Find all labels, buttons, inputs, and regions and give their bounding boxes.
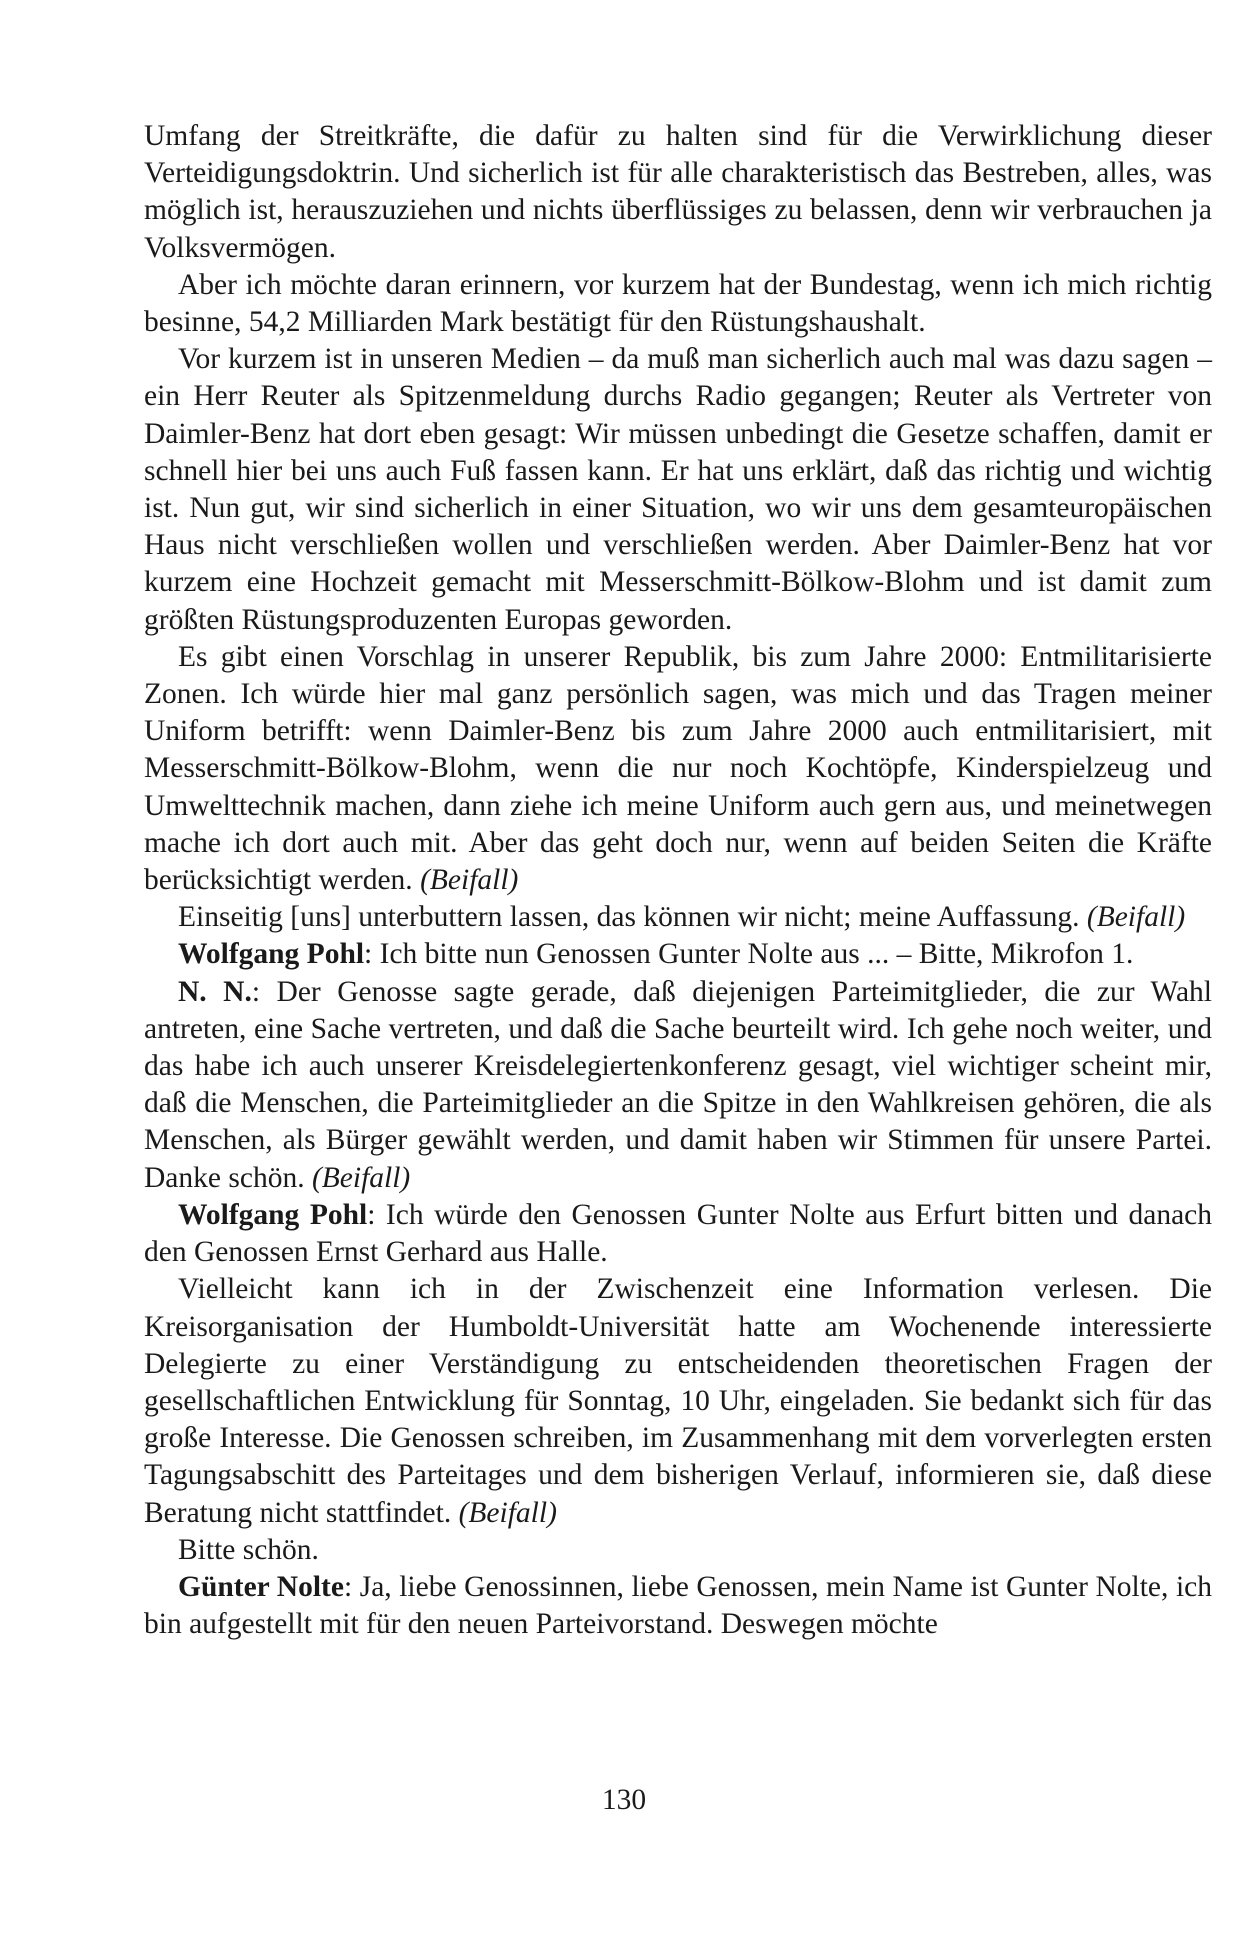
applause-note: (Beifall) xyxy=(458,1496,557,1529)
page-number: 130 xyxy=(601,1784,647,1816)
paragraph-7 xyxy=(144,974,1212,1197)
paragraph-text: : Ich bitte nun Genossen Gunter Nolte aus ... – Bitte, Mikrofon 1. xyxy=(364,938,1134,971)
paragraph-11 xyxy=(144,1569,1212,1643)
paragraph-5 xyxy=(144,899,1212,936)
applause-note: (Beifall) xyxy=(420,864,519,897)
paragraph-2 xyxy=(144,267,1212,341)
paragraph-text: Aber ich möchte daran erinnern, vor kurzem hat der Bundestag, wenn ich mich richtig besinne, 54,2 Milliarden Mark bestätigt für den Rüstungshaushalt. xyxy=(144,268,1212,339)
speaker-name: Wolfgang Pohl xyxy=(178,938,365,971)
paragraph-text: Einseitig [uns] unterbuttern lassen, das können wir nicht; meine Auffassung. xyxy=(178,901,1080,934)
paragraph-text: : Ja, liebe Genossinnen, liebe Genossen, mein Name ist Gunter Nolte, ich bin aufgestellt mit für den neuen Parteivorstand. Deswegen möchte xyxy=(144,1570,1212,1641)
speaker-name: N. N. xyxy=(178,975,252,1008)
paragraph-4 xyxy=(144,639,1212,899)
applause-note: (Beifall) xyxy=(1086,901,1186,934)
body-text xyxy=(144,118,1212,1643)
paragraph-1 xyxy=(144,118,1212,267)
applause-note: (Beifall) xyxy=(311,1161,411,1194)
paragraph-text: Umfang der Streitkräfte, die dafür zu halten sind für die Verwirklichung dieser Verteidigungsdoktrin. Und sicherlich ist für alle charakteristisch das Bestreben, alles, was möglich ist, herauszuziehen und nichts überflüssiges zu belassen, denn wir verbrauchen ja Volksvermögen. xyxy=(144,120,1212,264)
paragraph-3 xyxy=(144,341,1212,639)
paragraph-text: Es gibt einen Vorschlag in unserer Republik, bis zum Jahre 2000: Entmilitarisierte Zonen. Ich würde hier mal ganz persönlich sagen, was mich und das Tragen meiner Uniform betrifft: wenn Daimler-Benz bis zum Jahre 2000 auch entmilitarisiert, mit Messerschmitt-Bölkow-Blohm, wenn die nur noch Kochtöpfe, Kinderspielzeug und Umwelttechnik machen, dann ziehe ich meine Uniform auch gern aus, und meinetwegen mache ich dort auch mit. Aber das geht doch nur, wenn auf beiden Seiten die Kräfte berücksichtigt werden. xyxy=(144,640,1212,897)
paragraph-text: : Der Genosse sagte gerade, daß diejenigen Parteimitglieder, die zur Wahl antreten, eine Sache vertreten, und daß die Sache beurteilt wird. Ich gehe noch weiter, und das habe ich auch unserer Kreisdelegiertenkonferenz gesagt, viel wichtiger scheint mir, daß die Menschen, die Parteimitglieder an die Spitze in den Wahlkreisen gehören, die als Menschen, als Bürger gewählt werden, und damit haben wir Stimmen für unsere Partei. Danke schön. xyxy=(144,975,1212,1194)
paragraph-text: Bitte schön. xyxy=(178,1533,319,1566)
paragraph-9 xyxy=(144,1271,1212,1531)
paragraph-text: Vielleicht kann ich in der Zwischenzeit eine Information verlesen. Die Kreisorganisation der Humboldt-Universität hatte am Wochenende interessierte Delegierte zu einer Verständigung zu entscheidenden theoretischen Fragen der gesellschaftlichen Entwicklung für Sonntag, 10 Uhr, eingeladen. Sie bedankt sich für das große Interesse. Die Genossen schreiben, im Zusammenhang mit dem vorverlegten ersten Tagungsabschitt des Parteitages und dem bisherigen Verlauf, informieren sie, daß diese Beratung nicht stattfindet. xyxy=(144,1273,1212,1529)
paragraph-8 xyxy=(144,1197,1212,1271)
paragraph-text: : Ich würde den Genossen Gunter Nolte aus Erfurt bitten und danach den Genossen Ernst Gerhard aus Halle. xyxy=(144,1198,1213,1269)
paragraph-10 xyxy=(144,1532,1212,1569)
paragraph-text: Vor kurzem ist in unseren Medien – da muß man sicherlich auch mal was dazu sagen – ein Herr Reuter als Spitzenmeldung durchs Radio gegangen; Reuter als Vertreter von Daimler-Benz hat dort eben gesagt: Wir müssen unbedingt die Gesetze schaffen, damit er schnell hier bei uns auch Fuß fassen kann. Er hat uns erklärt, daß das richtig und wichtig ist. Nun gut, wir sind sicherlich in einer Situation, wo wir uns dem gesamteuropäischen Haus nicht verschließen wollen und verschließen werden. Aber Daimler-Benz hat vor kurzem eine Hochzeit gemacht mit Messerschmitt-Bölkow-Blohm und ist damit zum größten Rüstungsproduzenten Europas geworden. xyxy=(144,343,1212,636)
paragraph-6 xyxy=(144,936,1212,973)
speaker-name: Wolfgang Pohl xyxy=(178,1198,368,1231)
speaker-name: Günter Nolte xyxy=(178,1570,344,1603)
